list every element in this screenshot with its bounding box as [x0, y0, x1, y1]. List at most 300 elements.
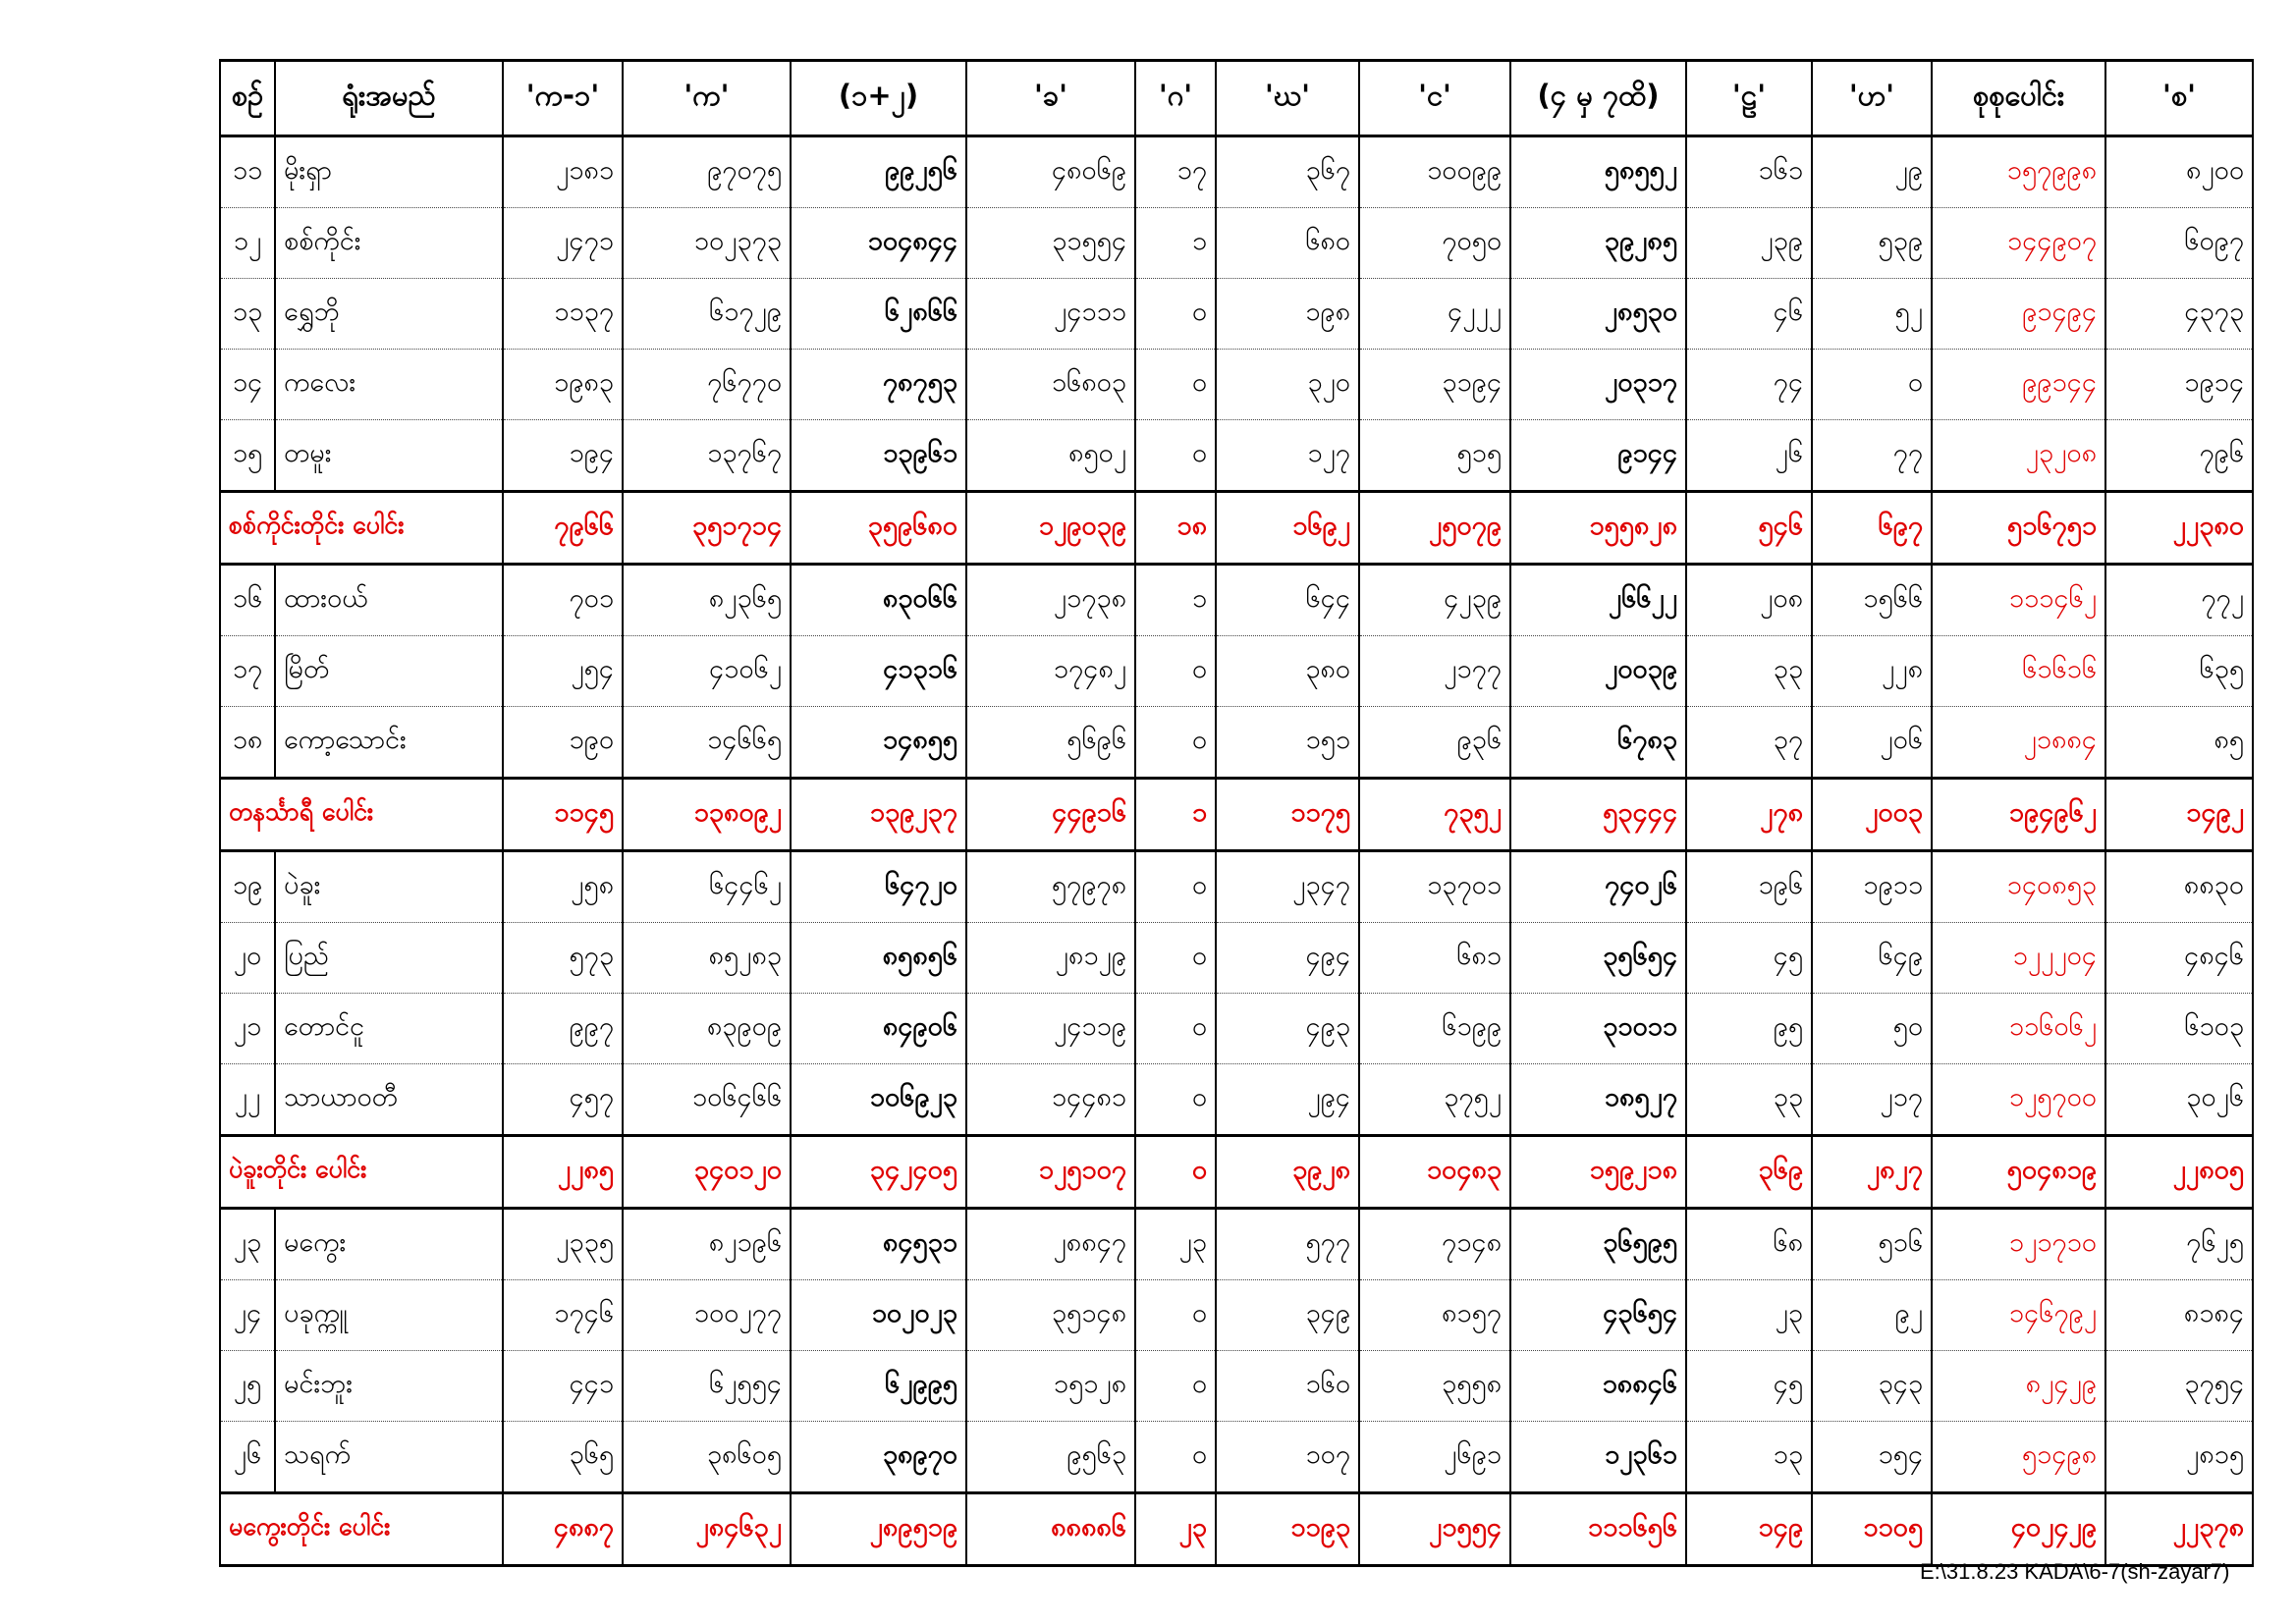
value-cell: ၃၃ [1686, 636, 1812, 707]
value-cell: ၁၄၆၇၉၂ [1932, 1280, 2105, 1351]
value-cell: ၁၇၄၆ [503, 1280, 623, 1351]
office-name-cell: ကော့သောင်း [275, 707, 503, 779]
column-header: 'က-၁' [503, 61, 623, 136]
value-cell: ၉၉၇ [503, 994, 623, 1064]
value-cell: ၂၈၅၃၀ [1510, 279, 1686, 350]
value-cell: ၆၉၇ [1812, 492, 1932, 565]
value-cell: ၃၉၂၈၅ [1510, 208, 1686, 279]
value-cell: ၂၃၉ [1686, 208, 1812, 279]
value-cell: ၁၆၉၂ [1216, 492, 1359, 565]
serial-cell: ၁၈ [220, 707, 275, 779]
value-cell: ၈၅၂၈၃ [623, 923, 791, 994]
value-cell: ၂၃၃၅ [503, 1209, 623, 1280]
value-cell: ၈၄၅၃၁ [791, 1209, 966, 1280]
value-cell: ၉၇၀၇၅ [623, 136, 791, 208]
value-cell: ၃၈၉၇၀ [791, 1422, 966, 1493]
value-cell: ၃၈၀ [1216, 636, 1359, 707]
value-cell: ၂၀၆ [1812, 707, 1932, 779]
office-name-cell: သာယာဝတီ [275, 1064, 503, 1136]
column-header: 'ခ' [966, 61, 1135, 136]
value-cell: ၁၀၂၀၂၃ [791, 1280, 966, 1351]
value-cell: ၄၆ [1686, 279, 1812, 350]
value-cell: ၆၈၁ [1359, 923, 1510, 994]
value-cell: ၇၇ [1812, 420, 1932, 492]
value-cell: ၂၅၄ [503, 636, 623, 707]
value-cell: ၁၅၆၆ [1812, 565, 1932, 636]
office-name-cell: ရွှေဘို [275, 279, 503, 350]
value-cell: ၅၁၆ [1812, 1209, 1932, 1280]
value-cell: ၁၁၀၅ [1812, 1493, 1932, 1566]
value-cell: ၇၇၂ [2105, 565, 2253, 636]
value-cell: ၀ [1135, 851, 1216, 923]
value-cell: ၅၂ [1812, 279, 1932, 350]
value-cell: ၂၀၀၃ [1812, 779, 1932, 851]
table-row [220, 420, 2253, 492]
table-body [220, 136, 2253, 1566]
value-cell: ၃၂၀ [1216, 350, 1359, 420]
value-cell: ၄၄၉၁၆ [966, 779, 1135, 851]
value-cell: ၀ [1135, 350, 1216, 420]
serial-cell: ၂၅ [220, 1351, 275, 1422]
table-row [220, 136, 2253, 208]
column-header: စဉ် [220, 61, 275, 136]
office-name-cell: မကွေး [275, 1209, 503, 1280]
value-cell: ၃၆၇ [1216, 136, 1359, 208]
value-cell: ၄၀၂၄၂၉ [1932, 1493, 2105, 1566]
value-cell: ၂၃ [1135, 1209, 1216, 1280]
value-cell: ၄၁၃၁၆ [791, 636, 966, 707]
value-cell: ၀ [1135, 923, 1216, 994]
value-cell: ၄၂၃၉ [1359, 565, 1510, 636]
value-cell: ၁၁၇၅ [1216, 779, 1359, 851]
value-cell: ၃၄၉ [1216, 1280, 1359, 1351]
table-row [220, 208, 2253, 279]
value-cell: ၉၁၄၉၄ [1932, 279, 2105, 350]
value-cell: ၂၅၈ [503, 851, 623, 923]
value-cell: ၀ [1135, 279, 1216, 350]
value-cell: ၉၅၆၃ [966, 1422, 1135, 1493]
table-row [220, 1064, 2253, 1136]
value-cell: ၂၁၇ [1812, 1064, 1932, 1136]
value-cell: ၈၂၄၂၉ [1932, 1351, 2105, 1422]
value-cell: ၁၈၅၂၇ [1510, 1064, 1686, 1136]
column-header: 'က' [623, 61, 791, 136]
office-name-cell: သရက် [275, 1422, 503, 1493]
value-cell: ၁၀၄၈၃ [1359, 1136, 1510, 1209]
value-cell: ၈၈၈၈၆ [966, 1493, 1135, 1566]
value-cell: ၂၂၃၇၈ [2105, 1493, 2253, 1566]
value-cell: ၃၅၆၅၄ [1510, 923, 1686, 994]
value-cell: ၃၀၂၆ [2105, 1064, 2253, 1136]
value-cell: ၁၆၀ [1216, 1351, 1359, 1422]
value-cell: ၃၅၁၇၁၄ [623, 492, 791, 565]
subtotal-label: မကွေးတိုင်း ပေါင်း [220, 1493, 503, 1566]
value-cell: ၄၅၇ [503, 1064, 623, 1136]
value-cell: ၅၁၅ [1359, 420, 1510, 492]
value-cell: ၀ [1135, 994, 1216, 1064]
value-cell: ၁၉၈၃ [503, 350, 623, 420]
value-cell: ၆၄၄၆၂ [623, 851, 791, 923]
value-cell: ၀ [1135, 1351, 1216, 1422]
value-cell: ၁၀၆၄၆၆ [623, 1064, 791, 1136]
value-cell: ၁၉၄ [503, 420, 623, 492]
value-cell: ၃၁၀၁၁ [1510, 994, 1686, 1064]
header-row [220, 61, 2253, 136]
serial-cell: ၁၉ [220, 851, 275, 923]
data-sheet [219, 59, 2252, 1567]
value-cell: ၂၁၈၁ [503, 136, 623, 208]
value-cell: ၉၁၄၄ [1510, 420, 1686, 492]
value-cell: ၀ [1135, 636, 1216, 707]
value-cell: ၃၃ [1686, 1064, 1812, 1136]
value-cell: ၅၆၉၆ [966, 707, 1135, 779]
value-cell: ၂၆၉၁ [1359, 1422, 1510, 1493]
value-cell: ၇၁၄၈ [1359, 1209, 1510, 1280]
value-cell: ၂၃၂၀၈ [1932, 420, 2105, 492]
value-cell: ၈၁၅၇ [1359, 1280, 1510, 1351]
value-cell: ၇၆၂၅ [2105, 1209, 2253, 1280]
value-cell: ၅၈၅၅၂ [1510, 136, 1686, 208]
serial-cell: ၂၆ [220, 1422, 275, 1493]
value-cell: ၆၀၉၇ [2105, 208, 2253, 279]
value-cell: ၂၈၁၂၉ [966, 923, 1135, 994]
value-cell: ၁၅၇၉၉၈ [1932, 136, 2105, 208]
value-cell: ၂၂၈၅ [503, 1136, 623, 1209]
table-row [220, 565, 2253, 636]
value-cell: ၇၃၅၂ [1359, 779, 1510, 851]
value-cell: ၅၁၆၇၅၁ [1932, 492, 2105, 565]
value-cell: ၁၁၁၄၆၂ [1932, 565, 2105, 636]
value-cell: ၆၁၀၃ [2105, 994, 2253, 1064]
value-cell: ၃၅၉၆၈၀ [791, 492, 966, 565]
office-name-cell: တမူး [275, 420, 503, 492]
value-cell: ၇၈၇၅၃ [791, 350, 966, 420]
value-cell: ၂၃ [1135, 1493, 1216, 1566]
value-cell: ၃၁၉၄ [1359, 350, 1510, 420]
value-cell: ၂၉ [1812, 136, 1932, 208]
value-cell: ၉၅ [1686, 994, 1812, 1064]
value-cell: ၁၀၄၈၄၄ [791, 208, 966, 279]
serial-cell: ၁၇ [220, 636, 275, 707]
table-row [220, 851, 2253, 923]
value-cell: ၂၀၈ [1686, 565, 1812, 636]
office-name-cell: မြိတ် [275, 636, 503, 707]
value-cell: ၆၄၇၂၀ [791, 851, 966, 923]
table-row [220, 350, 2253, 420]
value-cell: ၁၆၈၀၃ [966, 350, 1135, 420]
value-cell: ၉၉၁၄၄ [1932, 350, 2105, 420]
value-cell: ၄၉၄ [1216, 923, 1359, 994]
value-cell: ၄၃၆၅၄ [1510, 1280, 1686, 1351]
value-cell: ၂၆ [1686, 420, 1812, 492]
serial-cell: ၁၅ [220, 420, 275, 492]
value-cell: ၈၃၉၀၉ [623, 994, 791, 1064]
value-cell: ၁၅၉၂၁၈ [1510, 1136, 1686, 1209]
value-cell: ၁၄၉ [1686, 1493, 1812, 1566]
value-cell: ၀ [1135, 1136, 1216, 1209]
value-cell: ၁၉၆ [1686, 851, 1812, 923]
subtotal-label: ပဲခူးတိုင်း ပေါင်း [220, 1136, 503, 1209]
value-cell: ၈၈၃၀ [2105, 851, 2253, 923]
value-cell: ၃၄၂၄၀၅ [791, 1136, 966, 1209]
value-cell: ၂၄၁၁၉ [966, 994, 1135, 1064]
value-cell: ၁ [1135, 565, 1216, 636]
subtotal-row [220, 1136, 2253, 1209]
value-cell: ၂၈၂၇ [1812, 1136, 1932, 1209]
value-cell: ၁ [1135, 779, 1216, 851]
value-cell: ၈၄၉၀၆ [791, 994, 966, 1064]
column-header: ရုံးအမည် [275, 61, 503, 136]
value-cell: ၁၁၄၅ [503, 779, 623, 851]
value-cell: ၄၂၂၂ [1359, 279, 1510, 350]
office-name-cell: ပခုက္ကူ [275, 1280, 503, 1351]
value-cell: ၄၈၄၆ [2105, 923, 2253, 994]
value-cell: ၃၅၅၈ [1359, 1351, 1510, 1422]
value-cell: ၂၁၇၃၈ [966, 565, 1135, 636]
value-cell: ၁၄၉၂ [2105, 779, 2253, 851]
value-cell: ၁၇၄၈၂ [966, 636, 1135, 707]
value-cell: ၆၈ [1686, 1209, 1812, 1280]
value-cell: ၁၃၈၀၉၂ [623, 779, 791, 851]
value-cell: ၃၄၀၁၂၀ [623, 1136, 791, 1209]
table-row [220, 1422, 2253, 1493]
column-header: 'င' [1359, 61, 1510, 136]
value-cell: ၃၄၃ [1812, 1351, 1932, 1422]
value-cell: ၁၁၁၆၅၆ [1510, 1493, 1686, 1566]
value-cell: ၅၄၆ [1686, 492, 1812, 565]
table-row [220, 636, 2253, 707]
serial-cell: ၂၁ [220, 994, 275, 1064]
serial-cell: ၁၂ [220, 208, 275, 279]
value-cell: ၀ [1812, 350, 1932, 420]
value-cell: ၄၁၀၆၂ [623, 636, 791, 707]
table-row [220, 707, 2253, 779]
value-cell: ၂၁၇၇ [1359, 636, 1510, 707]
table-row [220, 1209, 2253, 1280]
value-cell: ၁၄၆၆၅ [623, 707, 791, 779]
office-name-cell: ပဲခူး [275, 851, 503, 923]
table-row [220, 1351, 2253, 1422]
value-cell: ၆၈၀ [1216, 208, 1359, 279]
subtotal-label: စစ်ကိုင်းတိုင်း ပေါင်း [220, 492, 503, 565]
file-path-footer: E:\31.8.23 KADA\6-7(sh-zayar7) [1920, 1559, 2230, 1584]
value-cell: ၁၄၄၈၁ [966, 1064, 1135, 1136]
value-cell: ၁၀၀၉၉ [1359, 136, 1510, 208]
value-cell: ၈၅ [2105, 707, 2253, 779]
value-cell: ၁၇ [1135, 136, 1216, 208]
value-cell: ၁၄၄၉၀၇ [1932, 208, 2105, 279]
value-cell: ၆၁၆၁၆ [1932, 636, 2105, 707]
value-cell: ၅၀၄၈၁၉ [1932, 1136, 2105, 1209]
value-cell: ၁၀၇ [1216, 1422, 1359, 1493]
value-cell: ၁၅၁၂၈ [966, 1351, 1135, 1422]
value-cell: ၀ [1135, 1280, 1216, 1351]
value-cell: ၄၅ [1686, 1351, 1812, 1422]
value-cell: ၆၇၈၃ [1510, 707, 1686, 779]
office-name-cell: ကလေး [275, 350, 503, 420]
subtotal-label: တနင်္သာရီ ပေါင်း [220, 779, 503, 851]
value-cell: ၁၂၁၇၁၀ [1932, 1209, 2105, 1280]
value-cell: ၆၁၉၉ [1359, 994, 1510, 1064]
value-cell: ၁၄၀၈၅၃ [1932, 851, 2105, 923]
value-cell: ၀ [1135, 707, 1216, 779]
value-cell: ၁ [1135, 208, 1216, 279]
subtotal-row [220, 1493, 2253, 1566]
value-cell: ၈၅၈၅၆ [791, 923, 966, 994]
value-cell: ၄၈၈၇ [503, 1493, 623, 1566]
value-cell: ၁၁၆၀၆၂ [1932, 994, 2105, 1064]
value-cell: ၁၅၅၈၂၈ [1510, 492, 1686, 565]
value-cell: ၉၉၂၅၆ [791, 136, 966, 208]
value-cell: ၄၅ [1686, 923, 1812, 994]
value-cell: ၁၂၅၇၀၀ [1932, 1064, 2105, 1136]
serial-cell: ၁၆ [220, 565, 275, 636]
table-row [220, 279, 2253, 350]
value-cell: ၂၂၈၀၅ [2105, 1136, 2253, 1209]
value-cell: ၁၆၁ [1686, 136, 1812, 208]
office-name-cell: မင်းဘူး [275, 1351, 503, 1422]
value-cell: ၁၈၈၄၆ [1510, 1351, 1686, 1422]
value-cell: ၆၂၉၉၅ [791, 1351, 966, 1422]
value-cell: ၃၇ [1686, 707, 1812, 779]
value-cell: ၁၉၈ [1216, 279, 1359, 350]
value-cell: ၂၀၀၃၉ [1510, 636, 1686, 707]
value-cell: ၁၃၇၀၁ [1359, 851, 1510, 923]
value-cell: ၇၉၆၆ [503, 492, 623, 565]
value-cell: ၅၀ [1812, 994, 1932, 1064]
value-cell: ၃၆၅ [503, 1422, 623, 1493]
value-cell: ၁၂၅၁၀၇ [966, 1136, 1135, 1209]
subtotal-row [220, 779, 2253, 851]
table-row [220, 1280, 2253, 1351]
value-cell: ၁၅၄ [1812, 1422, 1932, 1493]
value-cell: ၇၉၆ [2105, 420, 2253, 492]
table-row [220, 994, 2253, 1064]
value-cell: ၇၆၇၇၀ [623, 350, 791, 420]
value-cell: ၂၉၄ [1216, 1064, 1359, 1136]
value-cell: ၇၄ [1686, 350, 1812, 420]
value-cell: ၆၂၈၆၆ [791, 279, 966, 350]
value-cell: ၃၅၁၄၈ [966, 1280, 1135, 1351]
value-cell: ၅၇၉၇၈ [966, 851, 1135, 923]
value-cell: ၀ [1135, 1422, 1216, 1493]
office-name-cell: တောင်ငူ [275, 994, 503, 1064]
value-cell: ၂၁၅၅၄ [1359, 1493, 1510, 1566]
value-cell: ၁၉၀ [503, 707, 623, 779]
value-cell: ၈၃၀၆၆ [791, 565, 966, 636]
value-cell: ၈၅၀၂ [966, 420, 1135, 492]
value-cell: ၇၄၀၂၆ [1510, 851, 1686, 923]
value-cell: ၁၉၁၄ [2105, 350, 2253, 420]
value-cell: ၈၂၁၉၆ [623, 1209, 791, 1280]
value-cell: ၂၄၁၁၁ [966, 279, 1135, 350]
value-cell: ၁၁၃၇ [503, 279, 623, 350]
value-cell: ၁၉၁၁ [1812, 851, 1932, 923]
office-name-cell: စစ်ကိုင်း [275, 208, 503, 279]
column-header: 'ဠ' [1686, 61, 1812, 136]
office-name-cell: မိုးရှာ [275, 136, 503, 208]
table-row [220, 923, 2253, 994]
value-cell: ၁၂၂၂၀၄ [1932, 923, 2105, 994]
value-cell: ၂၂၃၈၀ [2105, 492, 2253, 565]
value-cell: ၁၃၉၂၃၇ [791, 779, 966, 851]
value-cell: ၂၂၈ [1812, 636, 1932, 707]
value-cell: ၃၈၆၀၅ [623, 1422, 791, 1493]
value-cell: ၂၄၇၁ [503, 208, 623, 279]
value-cell: ၅၁၄၉၈ [1932, 1422, 2105, 1493]
column-header: (၁+၂) [791, 61, 966, 136]
value-cell: ၁၂၉၀၃၉ [966, 492, 1135, 565]
value-cell: ၁၂၇ [1216, 420, 1359, 492]
value-cell: ၁၀၀၂၇၇ [623, 1280, 791, 1351]
serial-cell: ၂၀ [220, 923, 275, 994]
value-cell: ၁၁၉၃ [1216, 1493, 1359, 1566]
value-cell: ၃၇၅၂ [1359, 1064, 1510, 1136]
office-name-cell: ထားဝယ် [275, 565, 503, 636]
value-cell: ၃၇၅၄ [2105, 1351, 2253, 1422]
value-cell: ၁၃၇၆၇ [623, 420, 791, 492]
value-cell: ၅၇၇ [1216, 1209, 1359, 1280]
value-cell: ၆၄၉ [1812, 923, 1932, 994]
serial-cell: ၁၁ [220, 136, 275, 208]
value-cell: ၃၆၉ [1686, 1136, 1812, 1209]
value-cell: ၂၀၃၁၇ [1510, 350, 1686, 420]
value-cell: ၂၃ [1686, 1280, 1812, 1351]
value-cell: ၆၁၇၂၉ [623, 279, 791, 350]
value-cell: ၃၁၅၅၄ [966, 208, 1135, 279]
value-cell: ၀ [1135, 1064, 1216, 1136]
column-header: 'ဟ' [1812, 61, 1932, 136]
value-cell: ၈၂၀၀ [2105, 136, 2253, 208]
value-cell: ၇၀၅၀ [1359, 208, 1510, 279]
value-cell: ၂၈၁၅ [2105, 1422, 2253, 1493]
value-cell: ၄၄၁ [503, 1351, 623, 1422]
value-cell: ၂၈၈၄၇ [966, 1209, 1135, 1280]
value-cell: ၃၆၅၉၅ [1510, 1209, 1686, 1280]
value-cell: ၄၃၇၃ [2105, 279, 2253, 350]
subtotal-row [220, 492, 2253, 565]
value-cell: ၂၅၀၇၉ [1359, 492, 1510, 565]
value-cell: ၁၈ [1135, 492, 1216, 565]
column-header: 'စ' [2105, 61, 2253, 136]
value-cell: ၅၃၉ [1812, 208, 1932, 279]
column-header: 'ဃ' [1216, 61, 1359, 136]
column-header: 'ဂ' [1135, 61, 1216, 136]
serial-cell: ၂၃ [220, 1209, 275, 1280]
value-cell: ၃၉၂၈ [1216, 1136, 1359, 1209]
value-cell: ၁၅၁ [1216, 707, 1359, 779]
value-cell: ၁၃၉၆၁ [791, 420, 966, 492]
serial-cell: ၁၃ [220, 279, 275, 350]
district-table [219, 59, 2254, 1567]
value-cell: ၁၂၃၆၁ [1510, 1422, 1686, 1493]
value-cell: ၁၉၄၉၆၂ [1932, 779, 2105, 851]
value-cell: ၆၂၅၅၄ [623, 1351, 791, 1422]
value-cell: ၂၆၆၂၂ [1510, 565, 1686, 636]
value-cell: ၂၇၈ [1686, 779, 1812, 851]
value-cell: ၂၈၄၆၃၂ [623, 1493, 791, 1566]
serial-cell: ၁၄ [220, 350, 275, 420]
value-cell: ၆၃၅ [2105, 636, 2253, 707]
value-cell: ၉၃၆ [1359, 707, 1510, 779]
value-cell: ၀ [1135, 420, 1216, 492]
column-header: (၄ မှ ၇ထိ) [1510, 61, 1686, 136]
value-cell: ၅၃၄၄၄ [1510, 779, 1686, 851]
value-cell: ၈၂၃၆၅ [623, 565, 791, 636]
value-cell: ၂၁၈၈၄ [1932, 707, 2105, 779]
serial-cell: ၂၂ [220, 1064, 275, 1136]
column-header: စုစုပေါင်း [1932, 61, 2105, 136]
